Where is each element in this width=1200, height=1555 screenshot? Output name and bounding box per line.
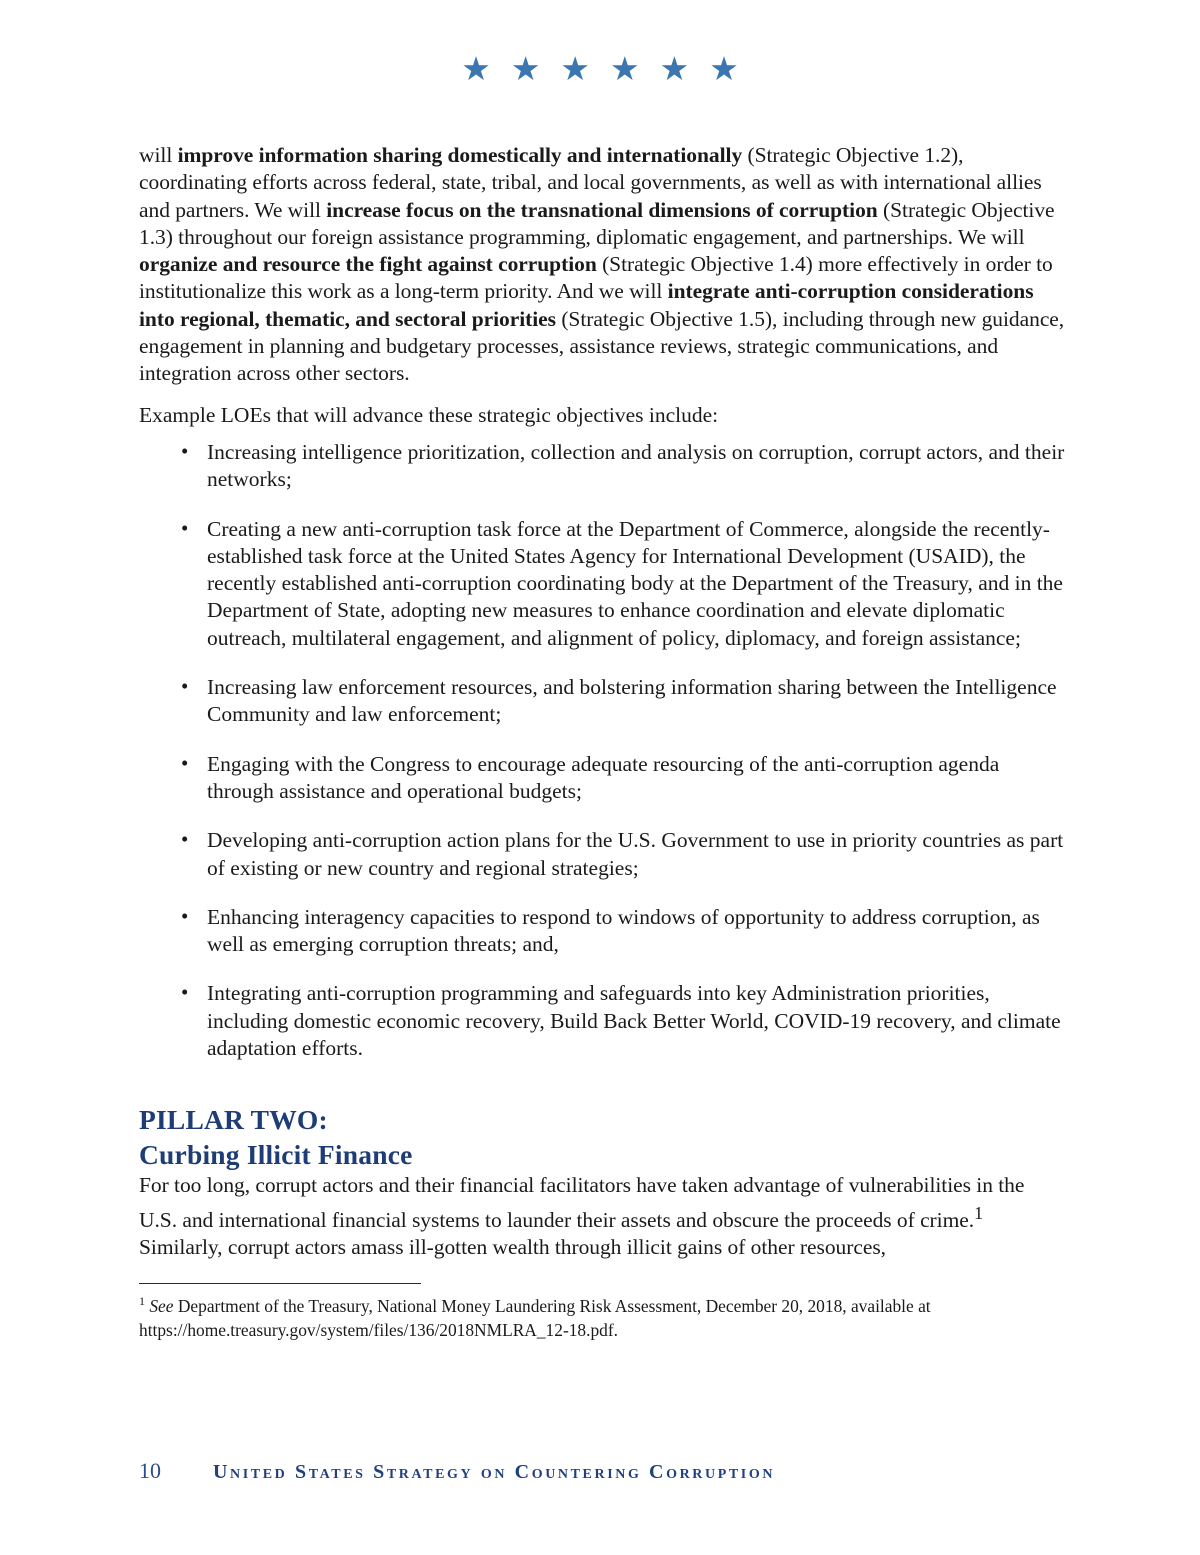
paragraph-illicit-finance-intro: For too long, corrupt actors and their financial facilitators have taken advantage of vulnerabilities in the U.S. and international financial systems to launder their assets and obscure the proceeds of crime.$^1$ Similarly, corrupt actors amass ill-gotten wealth through illicit gains of other resources,	[139, 1173, 1025, 1260]
paragraph-strategic-objectives: will improve information sharing domestically and internationally (Strategic Objective 1.2), coordinating efforts across federal, state, tribal, and local governments, as well as with international allies and partners. We will increase focus on the transnational dimensions of corruption (Strategic Objective 1.3) throughout our foreign assistance programming, diplomatic engagement, and partnerships. We will organize and resource the fight against corruption (Strategic Objective 1.4) more effectively in order to institutionalize this work as a long-term priority. And we will integrate anti-corruption considerations into regional, thematic, and sectoral priorities (Strategic Objective 1.5), including through new guidance, engagement in planning and budgetary processes, assistance reviews, strategic communications, and integration across other sectors.	[139, 143, 1065, 386]
list-item-text: Creating a new anti-corruption task force at the Department of Commerce, alongside the recently-established task force at the United States Agency for International Development (USAID), the recently established anti-corruption coordinating body at the Department of the Treasury, and in the Department of State, adopting new measures to enhance coordination and elevate diplomatic outreach, multilateral engagement, and alignment of policy, diplomacy, and foreign assistance;	[207, 516, 1063, 650]
list-item-text: Enhancing interagency capacities to respond to windows of opportunity to address corruption, as well as emerging corruption threats; and,	[207, 904, 1040, 957]
list-item-text: Increasing intelligence prioritization, collection and analysis on corruption, corrupt actors, and their networks;	[207, 439, 1065, 492]
star-icon: ★	[461, 49, 491, 88]
loe-bullet-list	[139, 439, 1065, 1062]
list-item	[139, 827, 1065, 882]
star-icon: ★	[659, 49, 690, 88]
list-item	[139, 674, 1065, 729]
list-item	[139, 980, 1065, 1062]
page-content	[139, 142, 1065, 1275]
footnote-separator-rule	[139, 1283, 421, 1284]
bullet-icon: •	[181, 515, 189, 540]
bullet-icon: •	[181, 750, 189, 775]
pillar-heading-line-2: Curbing Illicit Finance	[139, 1139, 413, 1171]
list-item-text: Engaging with the Congress to encourage adequate resourcing of the anti-corruption agenda through assistance and operational budgets;	[207, 751, 1000, 803]
bullet-icon: •	[181, 438, 189, 463]
star-divider	[0, 49, 1200, 88]
footer-document-title: United States Strategy on Countering Corruption	[213, 1461, 776, 1483]
footnote-see-label: See	[149, 1296, 174, 1316]
pillar-heading-line-1: PILLAR TWO:	[139, 1104, 328, 1136]
loe-lead-in: Example LOEs that will advance these strategic objectives include:	[139, 402, 719, 427]
pillar-two-heading	[139, 1102, 1065, 1172]
footnote-citation-text: Department of the Treasury, National Money Laundering Risk Assessment, December 20, 2018, available at https://home.treasury.gov/system/files/136/2018NMLRA_12-18.pdf.	[139, 1296, 931, 1340]
star-icon: ★	[610, 49, 640, 88]
page-footer	[139, 1458, 1079, 1484]
list-item	[139, 904, 1065, 959]
list-item-text: Developing anti-corruption action plans for the U.S. Government to use in priority countries as part of existing or new country and regional strategies;	[207, 828, 1064, 880]
footnote-area	[139, 1283, 1065, 1342]
bullet-icon: •	[181, 980, 189, 1005]
star-icon: ★	[560, 49, 590, 88]
star-icon: ★	[510, 49, 541, 88]
list-item-text: Increasing law enforcement resources, and bolstering information sharing between the Intelligence Community and law enforcement;	[207, 675, 1057, 727]
bullet-icon: •	[181, 903, 189, 928]
list-item-text: Integrating anti-corruption programming and safeguards into key Administration priorities, including domestic economic recovery, Build Back Better World, COVID-19 recovery, and climate adaptation efforts.	[207, 981, 1061, 1061]
page-number: 10	[139, 1458, 161, 1483]
list-item	[139, 439, 1065, 494]
list-item	[139, 516, 1065, 652]
footnote-1	[139, 1294, 1065, 1342]
star-icon: ★	[709, 49, 739, 88]
bullet-icon: •	[181, 674, 189, 699]
footnote-marker: 1	[139, 1294, 145, 1309]
list-item	[139, 751, 1065, 806]
bullet-icon: •	[181, 827, 189, 852]
